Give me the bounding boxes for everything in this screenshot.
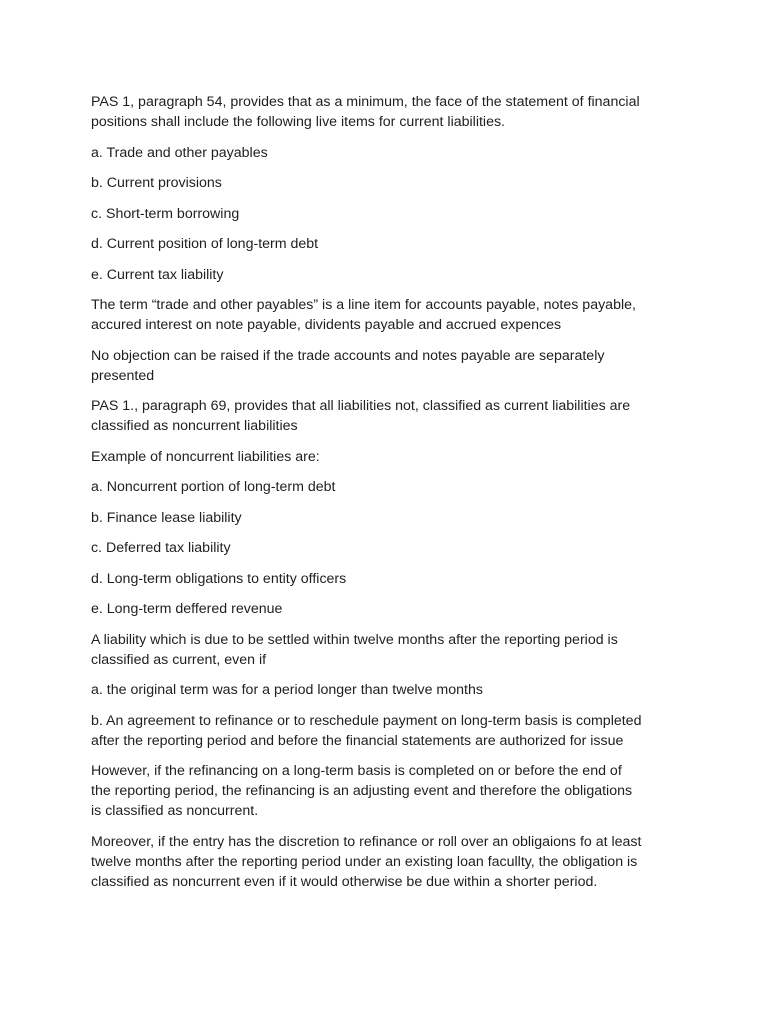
current-liability-item-b: b. Current provisions [91,175,222,191]
noncurrent-item-d: d. Long-term obligations to entity officers [91,570,347,587]
separate-presentation-paragraph: No objection can be raised if the trade accounts and notes payable are separately presented [91,347,605,384]
noncurrent-examples-heading: Example of noncurrent liabilities are: [91,448,320,465]
current-liability-item-d: d. Current position of long-term debt [91,236,319,252]
rule-condition-a: a. the original term was for a period longer than twelve months [91,682,483,698]
current-liability-item-a: a. Trade and other payables [91,144,268,161]
refinancing-paragraph: However, if the refinancing on a long-term basis is completed on or before the end of the reporting period, the refinancing is an adjusting event and therefore the obligations is classified as noncurrent. [91,763,633,819]
intro-paragraph: PAS 1, paragraph 54, provides that as a minimum, the face of the statement of financial positions shall include the following live items for current liabilities. [91,94,640,130]
noncurrent-item-b: b. Finance lease liability [91,509,242,526]
rollover-discretion-paragraph: Moreover, if the entry has the discretion to refinance or roll over an obligaions fo at least twelve months after the reporting period under an existing loan facullty, the obligation is classified as noncurrent even if it would otherwise be due within a shorter period. [91,833,642,890]
rule-condition-b: b. An agreement to refinance or to reschedule payment on long-term basis is completed after the reporting period and before the financial statements are authorized for issue [91,712,642,749]
noncurrent-item-c: c. Deferred tax liability [91,540,231,556]
twelve-month-rule-paragraph: A liability which is due to be settled within twelve months after the reporting period is classified as current, even if [91,631,618,668]
document-page [91,92,691,902]
noncurrent-item-a: a. Noncurrent portion of long-term debt [91,479,336,495]
current-liability-item-c: c. Short-term borrowing [91,205,240,222]
noncurrent-item-e: e. Long-term deffered revenue [91,601,283,617]
trade-payables-paragraph: The term “trade and other payables” is a line item for accounts payable, notes payable, accured interest on note payable, dividents payable and accrued expences [91,297,636,333]
current-liability-item-e: e. Current tax liability [91,266,224,283]
noncurrent-definition-paragraph: PAS 1., paragraph 69, provides that all liabilities not, classified as current liabilities are classified as noncurrent liabilities [91,398,631,434]
